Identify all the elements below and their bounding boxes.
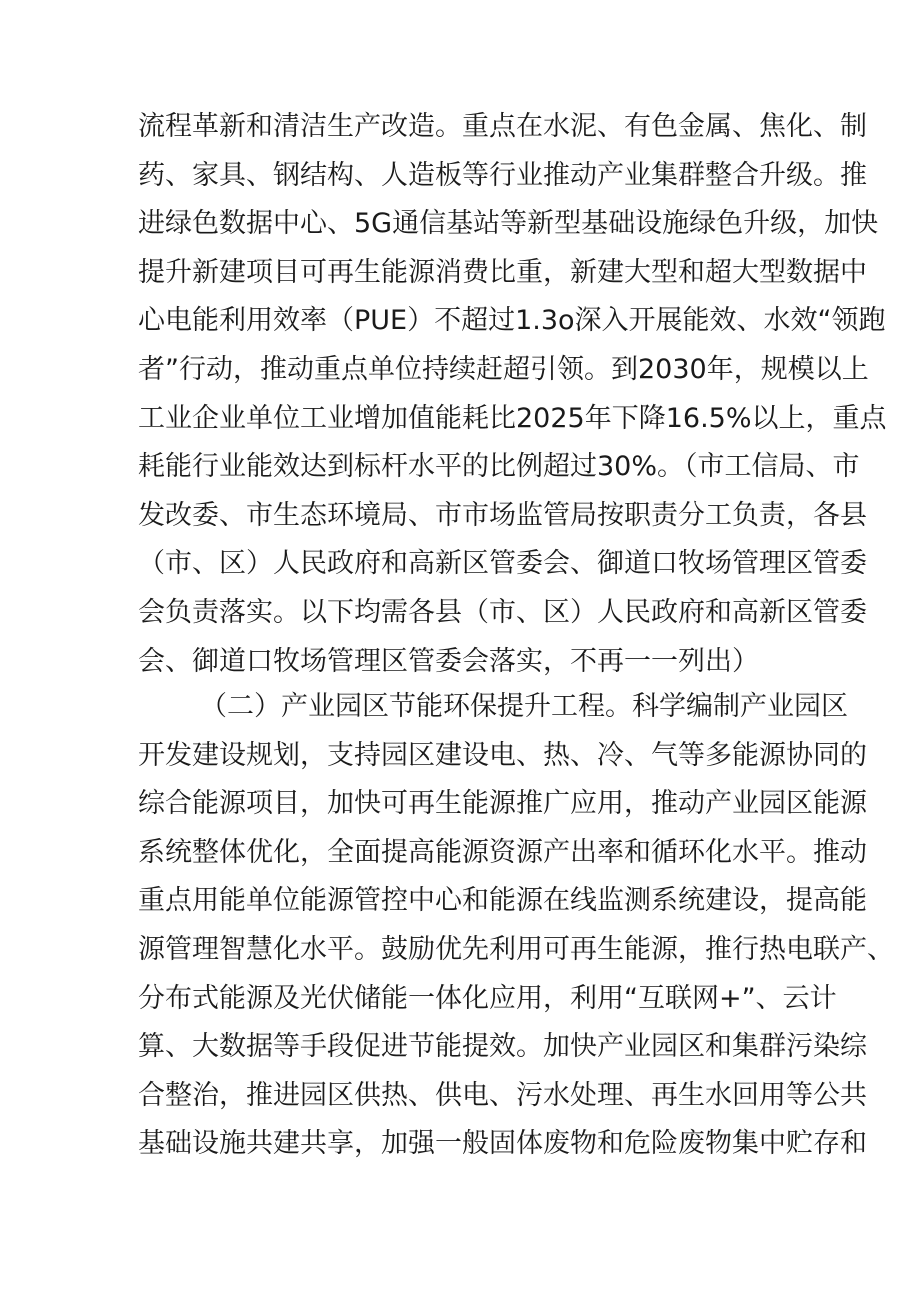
text-line: 重点用能单位能源管控中心和能源在线监测系统建设，提高能 <box>138 885 867 917</box>
text-line: 系统整体优化，全面提高能源资源产出率和循环化水平。推动 <box>138 836 867 868</box>
text-line: 会负责落实。以下均需各县（市、区）人民政府和高新区管委 <box>138 596 867 628</box>
text-line: 综合能源项目，加快可再生能源推广应用，推动产业园区能源 <box>138 788 867 820</box>
text-line: 源管理智慧化水平。鼓励优先利用可再生能源，推行热电联产、 <box>138 933 894 965</box>
paragraph-section-2 <box>138 683 894 1169</box>
text-line: 开发建设规划，支持园区建设电、热、冷、气等多能源协同的 <box>138 739 867 771</box>
text-line: 心电能利用效率（PUE）不超过1.3o深入开展能效、水效“领跑 <box>138 305 886 337</box>
text-line: 发改委、市生态环境局、市市场监管局按职责分工负责，各县 <box>138 499 867 531</box>
text-line: 流程革新和清洁生产改造。重点在水泥、有色金属、焦化、制 <box>138 111 867 142</box>
text-line: 耗能行业能效达到标杆水平的比例超过30%。（市工信局、市 <box>138 451 860 483</box>
text-line: 会、御道口牧场管理区管委会落实，不再一一列出） <box>138 645 759 677</box>
text-line: 合整治，推进园区供热、供电、污水处理、再生水回用等公共 <box>138 1079 867 1111</box>
paragraph-continuation <box>138 103 887 686</box>
text-line: 提升新建项目可再生能源消费比重，新建大型和超大型数据中 <box>138 256 867 288</box>
text-line: 基础设施共建共享，加强一般固体废物和危险废物集中贮存和 <box>138 1128 867 1160</box>
text-line: 算、大数据等手段促进节能提效。加快产业园区和集群污染综 <box>138 1031 867 1063</box>
text-line: （市、区）人民政府和高新区管委会、御道口牧场管理区管委 <box>138 548 867 580</box>
text-line: 分布式能源及光伏储能一体化应用，利用“互联网+”、云计 <box>138 982 837 1014</box>
text-line: 药、家具、钢结构、人造板等行业推动产业集群整合升级。推 <box>138 159 867 191</box>
section-2-heading-line: （二）产业园区节能环保提升工程。科学编制产业园区 <box>200 691 848 722</box>
text-line: 者”行动，推动重点单位持续赶超引领。到2030年，规模以上 <box>138 353 869 385</box>
text-line: 工业企业单位工业增加值能耗比2025年下降16.5%以上，重点 <box>138 402 887 434</box>
text-line: 进绿色数据中心、5G通信基站等新型基础设施绿色升级，加快 <box>138 208 879 240</box>
